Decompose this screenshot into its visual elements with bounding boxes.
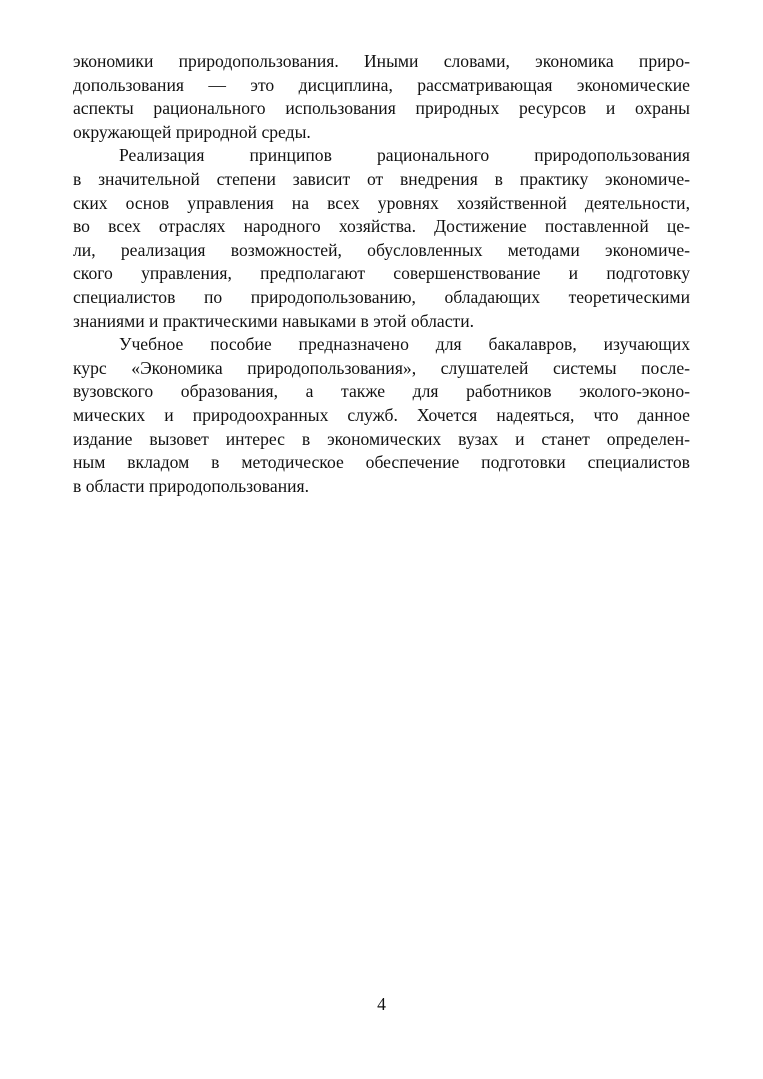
text-line: знаниями и практическими навыками в этой области.	[73, 310, 475, 331]
text-line: аспекты рационального использования природных ресурсов и охраны	[73, 98, 690, 119]
text-line: Учебное пособие предназначено для бакалавров, изучающих	[119, 334, 690, 355]
text-line: ли, реализация возможностей, обусловленных методами экономиче-	[73, 239, 690, 260]
paragraph-textbook-purpose	[73, 333, 690, 498]
text-line: окружающей природной среды.	[73, 121, 311, 142]
text-line: Реализация принципов рационального природопользования	[119, 145, 690, 166]
page-number: 4	[377, 994, 386, 1014]
text-line: экономики природопользования. Иными словами, экономика приро-	[73, 51, 690, 71]
text-line: допользования — это дисциплина, рассматривающая экономические	[73, 74, 690, 95]
paragraph-intro-continuation	[73, 50, 690, 144]
text-line: курс «Экономика природопользования», слушателей системы после-	[73, 357, 690, 378]
page-body	[73, 50, 690, 498]
text-line: в области природопользования.	[73, 475, 310, 496]
text-line: во всех отраслях народного хозяйства. Достижение поставленной це-	[73, 216, 690, 237]
text-line: ских основ управления на всех уровнях хозяйственной деятельности,	[73, 192, 690, 213]
text-line: ского управления, предполагают совершенствование и подготовку	[73, 263, 690, 284]
text-line: в значительной степени зависит от внедрения в практику экономиче-	[73, 168, 690, 189]
text-line: ным вкладом в методическое обеспечение подготовки специалистов	[73, 452, 690, 473]
text-line: вузовского образования, а также для работников эколого-эконо-	[73, 381, 690, 402]
text-line: специалистов по природопользованию, обладающих теоретическими	[73, 286, 690, 307]
text-line: мических и природоохранных служб. Хочется надеяться, что данное	[73, 404, 690, 425]
text-line: издание вызовет интерес в экономических вузах и станет определен-	[73, 428, 690, 449]
paragraph-implementation	[73, 144, 690, 333]
